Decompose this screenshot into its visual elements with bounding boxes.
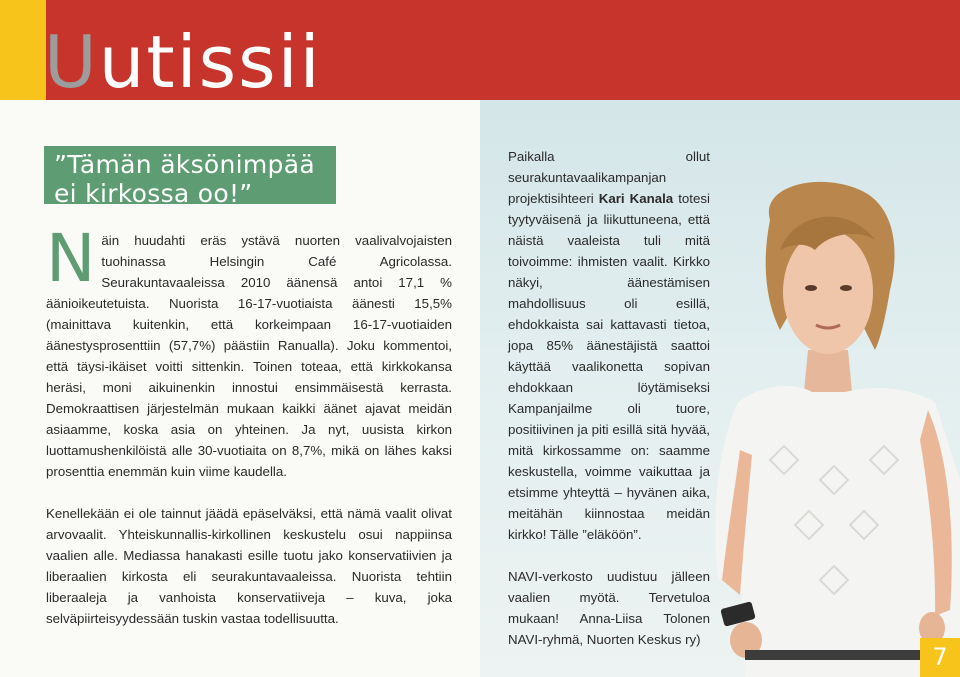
right-column bbox=[508, 146, 710, 650]
title-first-letter: U bbox=[44, 20, 99, 104]
paragraph-1-text: äin huudahti eräs ystävä nuorten vaalivalvojaisten tuohinassa Helsingin Café Agricolassa. Seurakuntavaaleissa 2010 äänensä antoi 17,1 % äänioikeutetuista. Nuorista 16-17-vuotiaista äänesti 15,5% (mainittava kuitenkin, että korkeimpaan 16-17-vuotiaiden äänestysprosenttiin (57,7%) päästiin Ranualla). Joku kommentoi, että täysi-ikäiset voitti sittenkin. Toinen toteaa, että kirkkokansa heräsi, moni aikuinenkin innostui ensimmäisestä kerrasta. Demokraattisen järjestelmän mukaan kaikki äänet ajavat meidän asiaamme, koska asia on yhteinen. Ja nyt, uusista kirkon luottamushenkilöistä alle 30-vuotiaita on 8,7%, mikä on lähes kaksi prosenttia enemmän kuin viime kaudella. bbox=[46, 233, 452, 479]
person-name: Kari Kanala bbox=[598, 191, 674, 206]
title-rest: utissii bbox=[98, 20, 322, 104]
right-paragraph-1-end: totesi tyytyväisenä ja liikuttuneena, että näistä vaaleista tuli mitä toivoimme: ihmisten vaalit. Kirkko näkyi, äänestämisen mahdollisuus oli esillä, ehdokkaista sai kattavasti tietoa, jopa 85% äänestäjistä saattoi käyttää vaalikonetta sopivan ehdokkaan löytämiseksi Kampanjailme oli tuore, positiivinen ja piti esillä sitä hyvää, mitä kirkossamme on: saamme keskustella, voimme vaikuttaa ja etsimme yhteyttä – hyvänen aika, meitähän kiinnostaa meidän kirkko! Tälle ”eläköön”. bbox=[508, 191, 710, 542]
right-paragraph-2: NAVI-verkosto uudistuu jälleen vaalien myötä. Tervetuloa mukaan! Anna-Liisa Tolonen NAVI-ryhmä, Nuorten Keskus ry) bbox=[508, 569, 710, 647]
page-title bbox=[44, 20, 322, 104]
young-man-photo bbox=[700, 180, 960, 677]
face bbox=[783, 230, 873, 354]
paragraph-2: Kenellekään ei ole tainnut jäädä epäselväksi, että nämä vaalit olivat arvovaalit. Yhteiskunnallis-kirkollinen keskustelu osui nappiinsa vaalien alle. Mediassa hanakasti esille tuotu jako konservatiivien ja liberaalien kirkosta eli seurakuntavaaleissa. Nuorista tehtiin liberaaleja ja vanhoista konservatiiveja – kuva, joka selväpiirteisyydessään tuskin vastaa todellisuutta. bbox=[46, 506, 452, 626]
drop-cap: N bbox=[46, 220, 96, 297]
page-number: 7 bbox=[920, 638, 960, 677]
right-paragraph-1-start: Paikalla ollut seurakuntavaalikampanjan projektisihteeri bbox=[508, 149, 710, 206]
paragraph-1 bbox=[46, 220, 452, 482]
pull-quote: ”Tämän äksönimpää ei kirkossa oo!” bbox=[54, 150, 315, 208]
left-column bbox=[46, 220, 452, 629]
neck bbox=[804, 350, 852, 392]
right-paragraph-1 bbox=[508, 146, 710, 545]
quote-box bbox=[44, 146, 336, 208]
header-accent-strip bbox=[0, 0, 46, 100]
